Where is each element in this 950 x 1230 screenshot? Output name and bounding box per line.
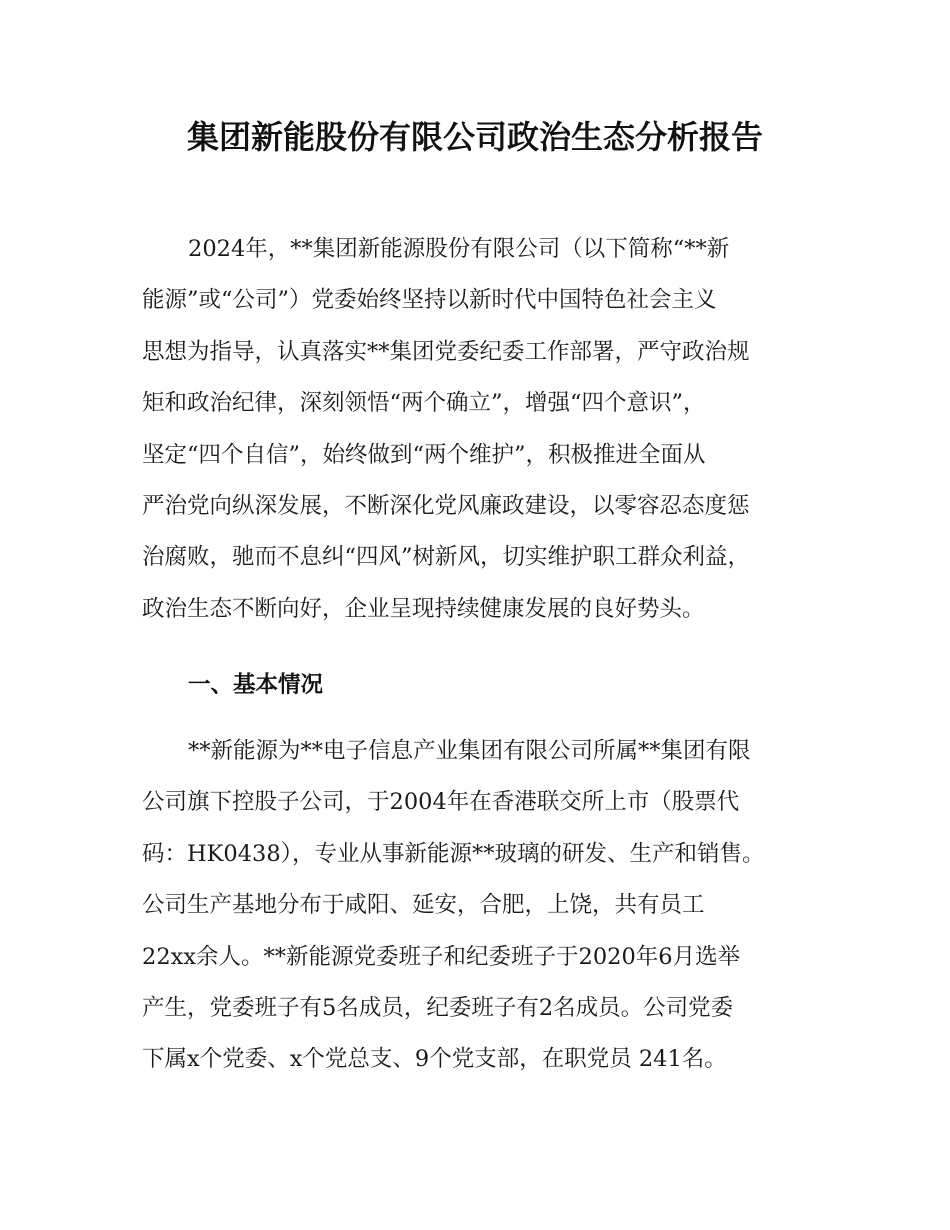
paragraph-line: 下属x个党委、x个党总支、9个党支部，在职党员 241名。 — [142, 1046, 727, 1073]
paragraph-line: 政治生态不断向好，企业呈现持续健康发展的良好势头。 — [142, 595, 705, 622]
paragraph-line: 22xx余人。**新能源党委班子和纪委班子于2020年6月选举 — [142, 943, 741, 970]
paragraph-intro — [142, 224, 750, 635]
paragraph-line: 产生，党委班子有5名成员，纪委班子有2名成员。公司党委 — [142, 994, 734, 1021]
paragraph-line: 矩和政治纪律，深刻领悟“两个确立”，增强“四个意识”， — [142, 390, 706, 417]
paragraph-line: 坚定“四个自信”，始终做到“两个维护”，积极推进全面从 — [142, 441, 706, 468]
paragraph-line: 严治党向纵深发展，不断深化党风廉政建设，以零容忍态度惩 — [142, 492, 750, 519]
section-heading-basic-situation: 一、基本情况 — [188, 672, 324, 698]
paragraph-line: 公司旗下控股子公司，于2004年在香港联交所上市（股票代 — [142, 789, 740, 816]
paragraph-line: 2024年，**集团新能源股份有限公司（以下简称“**新 — [188, 236, 730, 262]
paragraph-line: 公司生产基地分布于咸阳、延安，合肥，上饶，共有员工 — [142, 892, 705, 919]
paragraph-line: 思想为指导，认真落实**集团党委纪委工作部署，严守政治规 — [142, 338, 750, 365]
paragraph-line: **新能源为**电子信息产业集团有限公司所属**集团有限 — [188, 738, 751, 764]
paragraph-basic-situation — [142, 726, 764, 1086]
paragraph-line: 能源”或“公司”）党委始终坚持以新时代中国特色社会主义 — [142, 287, 717, 314]
paragraph-line: 治腐败，驰而不息纠“四风”树新风，切实维护职工群众利益， — [142, 544, 751, 571]
paragraph-line: 码：HK0438），专业从事新能源**玻璃的研发、生产和销售。 — [142, 840, 765, 867]
document-title: 集团新能股份有限公司政治生态分析报告 — [186, 118, 763, 156]
